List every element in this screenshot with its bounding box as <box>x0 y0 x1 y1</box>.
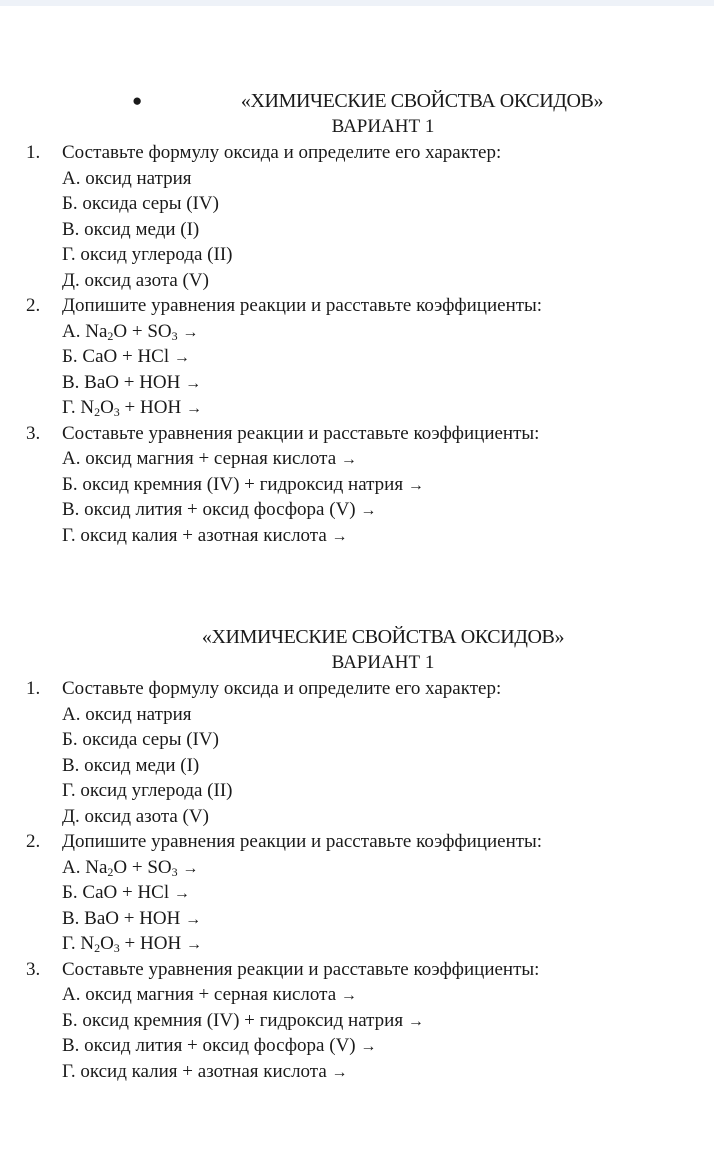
arrow-icon: → <box>340 987 357 1004</box>
arrow-icon: → <box>182 323 199 341</box>
list-item <box>0 472 714 498</box>
bullet-icon: ● <box>132 91 142 110</box>
equation-text: А. $Na_2O + SO_3$ → <box>62 320 199 343</box>
arrow-icon: → <box>173 885 190 902</box>
question-number: 1. <box>26 142 41 163</box>
equation-text: Г. $N_2O_3$ + HOH → <box>62 933 202 955</box>
item-text: А. оксид натрия <box>62 703 192 725</box>
equation-item <box>0 880 714 906</box>
list-item <box>0 982 714 1008</box>
item-text: А. оксид натрия <box>62 167 192 189</box>
item-text: А. оксид магния + серная кислота → <box>62 984 357 1005</box>
arrow-icon: → <box>407 1012 424 1030</box>
equation-item <box>0 906 714 932</box>
equation-item <box>0 370 714 396</box>
item-text: Г. оксид углерода (II) <box>62 244 233 265</box>
item-text: Г. оксид углерода (II) <box>62 780 233 801</box>
list-item <box>0 217 714 243</box>
list-item <box>0 268 714 294</box>
equation-text: Б. CaO + HCl → <box>62 882 190 903</box>
item-text: В. оксид меди (I) <box>62 754 200 776</box>
equation-text: Г. $N_2O_3$ + HOH → <box>62 397 202 419</box>
item-text: А. оксид магния + серная кислота → <box>62 448 357 469</box>
arrow-icon: → <box>340 451 357 468</box>
question-text: Допишите уравнения реакции и расставьте коэффициенты: <box>62 831 543 852</box>
equation-text: В. BaO + HOH → <box>62 371 202 393</box>
question-number: 2. <box>26 295 41 316</box>
item-text: В. оксид меди (I) <box>62 218 200 240</box>
list-item <box>0 523 714 549</box>
list-item <box>0 1033 714 1059</box>
arrow-icon: → <box>185 910 202 928</box>
arrow-icon: → <box>407 476 424 494</box>
equation-text: В. BaO + HOH → <box>62 907 202 929</box>
item-text: Г. оксид калия + азотная кислота → <box>62 524 348 546</box>
equation-item <box>0 344 714 370</box>
list-item <box>0 1008 714 1034</box>
item-text: В. оксид лития + оксид фосфора (V) → <box>62 499 377 520</box>
equation-item <box>0 931 714 957</box>
arrow-icon: → <box>185 936 202 953</box>
item-text: В. оксид лития + оксид фосфора (V) → <box>62 1035 377 1056</box>
item-text: Б. оксид кремния (IV) + гидроксид натрия → <box>62 1009 424 1031</box>
worksheet-title <box>0 624 714 650</box>
question-2 <box>0 293 714 319</box>
item-text: Д. оксид азота (V) <box>62 269 209 291</box>
item-text: Б. оксида серы (IV) <box>62 193 219 214</box>
list-item <box>0 446 714 472</box>
question-1 <box>0 676 714 702</box>
list-item <box>0 702 714 728</box>
question-text: Составьте формулу оксида и определите его характер: <box>62 678 502 699</box>
list-item <box>0 778 714 804</box>
question-2 <box>0 829 714 855</box>
arrow-icon: → <box>331 527 348 545</box>
equation-item <box>0 319 714 345</box>
question-text: Составьте уравнения реакции и расставьте коэффициенты: <box>62 958 540 980</box>
list-item <box>0 1059 714 1085</box>
arrow-icon: → <box>185 374 202 392</box>
worksheet-1 <box>0 88 714 548</box>
item-text: Г. оксид калия + азотная кислота → <box>62 1060 348 1082</box>
list-item <box>0 191 714 217</box>
arrow-icon: → <box>173 349 190 366</box>
arrow-icon: → <box>182 859 199 877</box>
worksheet-2 <box>0 624 714 1084</box>
question-number: 1. <box>26 678 41 699</box>
question-text: Допишите уравнения реакции и расставьте коэффициенты: <box>62 295 543 316</box>
equation-item <box>0 855 714 881</box>
item-text: Д. оксид азота (V) <box>62 805 209 827</box>
list-item <box>0 166 714 192</box>
list-item <box>0 727 714 753</box>
item-text: Б. оксид кремния (IV) + гидроксид натрия → <box>62 473 424 495</box>
worksheet-title <box>0 88 714 114</box>
list-item <box>0 804 714 830</box>
list-item <box>0 242 714 268</box>
arrow-icon: → <box>360 502 377 519</box>
question-text: Составьте уравнения реакции и расставьте коэффициенты: <box>62 422 540 444</box>
question-1 <box>0 140 714 166</box>
question-3 <box>0 421 714 447</box>
equation-item <box>0 395 714 421</box>
question-number: 2. <box>26 831 41 852</box>
title-text: «ХИМИЧЕСКИЕ СВОЙСТВА ОКСИДОВ» <box>240 90 604 112</box>
arrow-icon: → <box>360 1038 377 1055</box>
list-item <box>0 497 714 523</box>
equation-text: Б. CaO + HCl → <box>62 346 190 367</box>
question-number: 3. <box>26 958 41 980</box>
question-number: 3. <box>26 422 41 444</box>
variant-label: ВАРИАНТ 1 <box>331 116 435 137</box>
list-item <box>0 753 714 779</box>
title-text: «ХИМИЧЕСКИЕ СВОЙСТВА ОКСИДОВ» <box>201 626 565 648</box>
top-strip <box>0 0 714 6</box>
variant-label: ВАРИАНТ 1 <box>331 652 435 673</box>
arrow-icon: → <box>331 1063 348 1081</box>
item-text: Б. оксида серы (IV) <box>62 729 219 750</box>
question-3 <box>0 957 714 983</box>
arrow-icon: → <box>185 400 202 417</box>
question-text: Составьте формулу оксида и определите его характер: <box>62 142 502 163</box>
equation-text: А. $Na_2O + SO_3$ → <box>62 856 199 879</box>
